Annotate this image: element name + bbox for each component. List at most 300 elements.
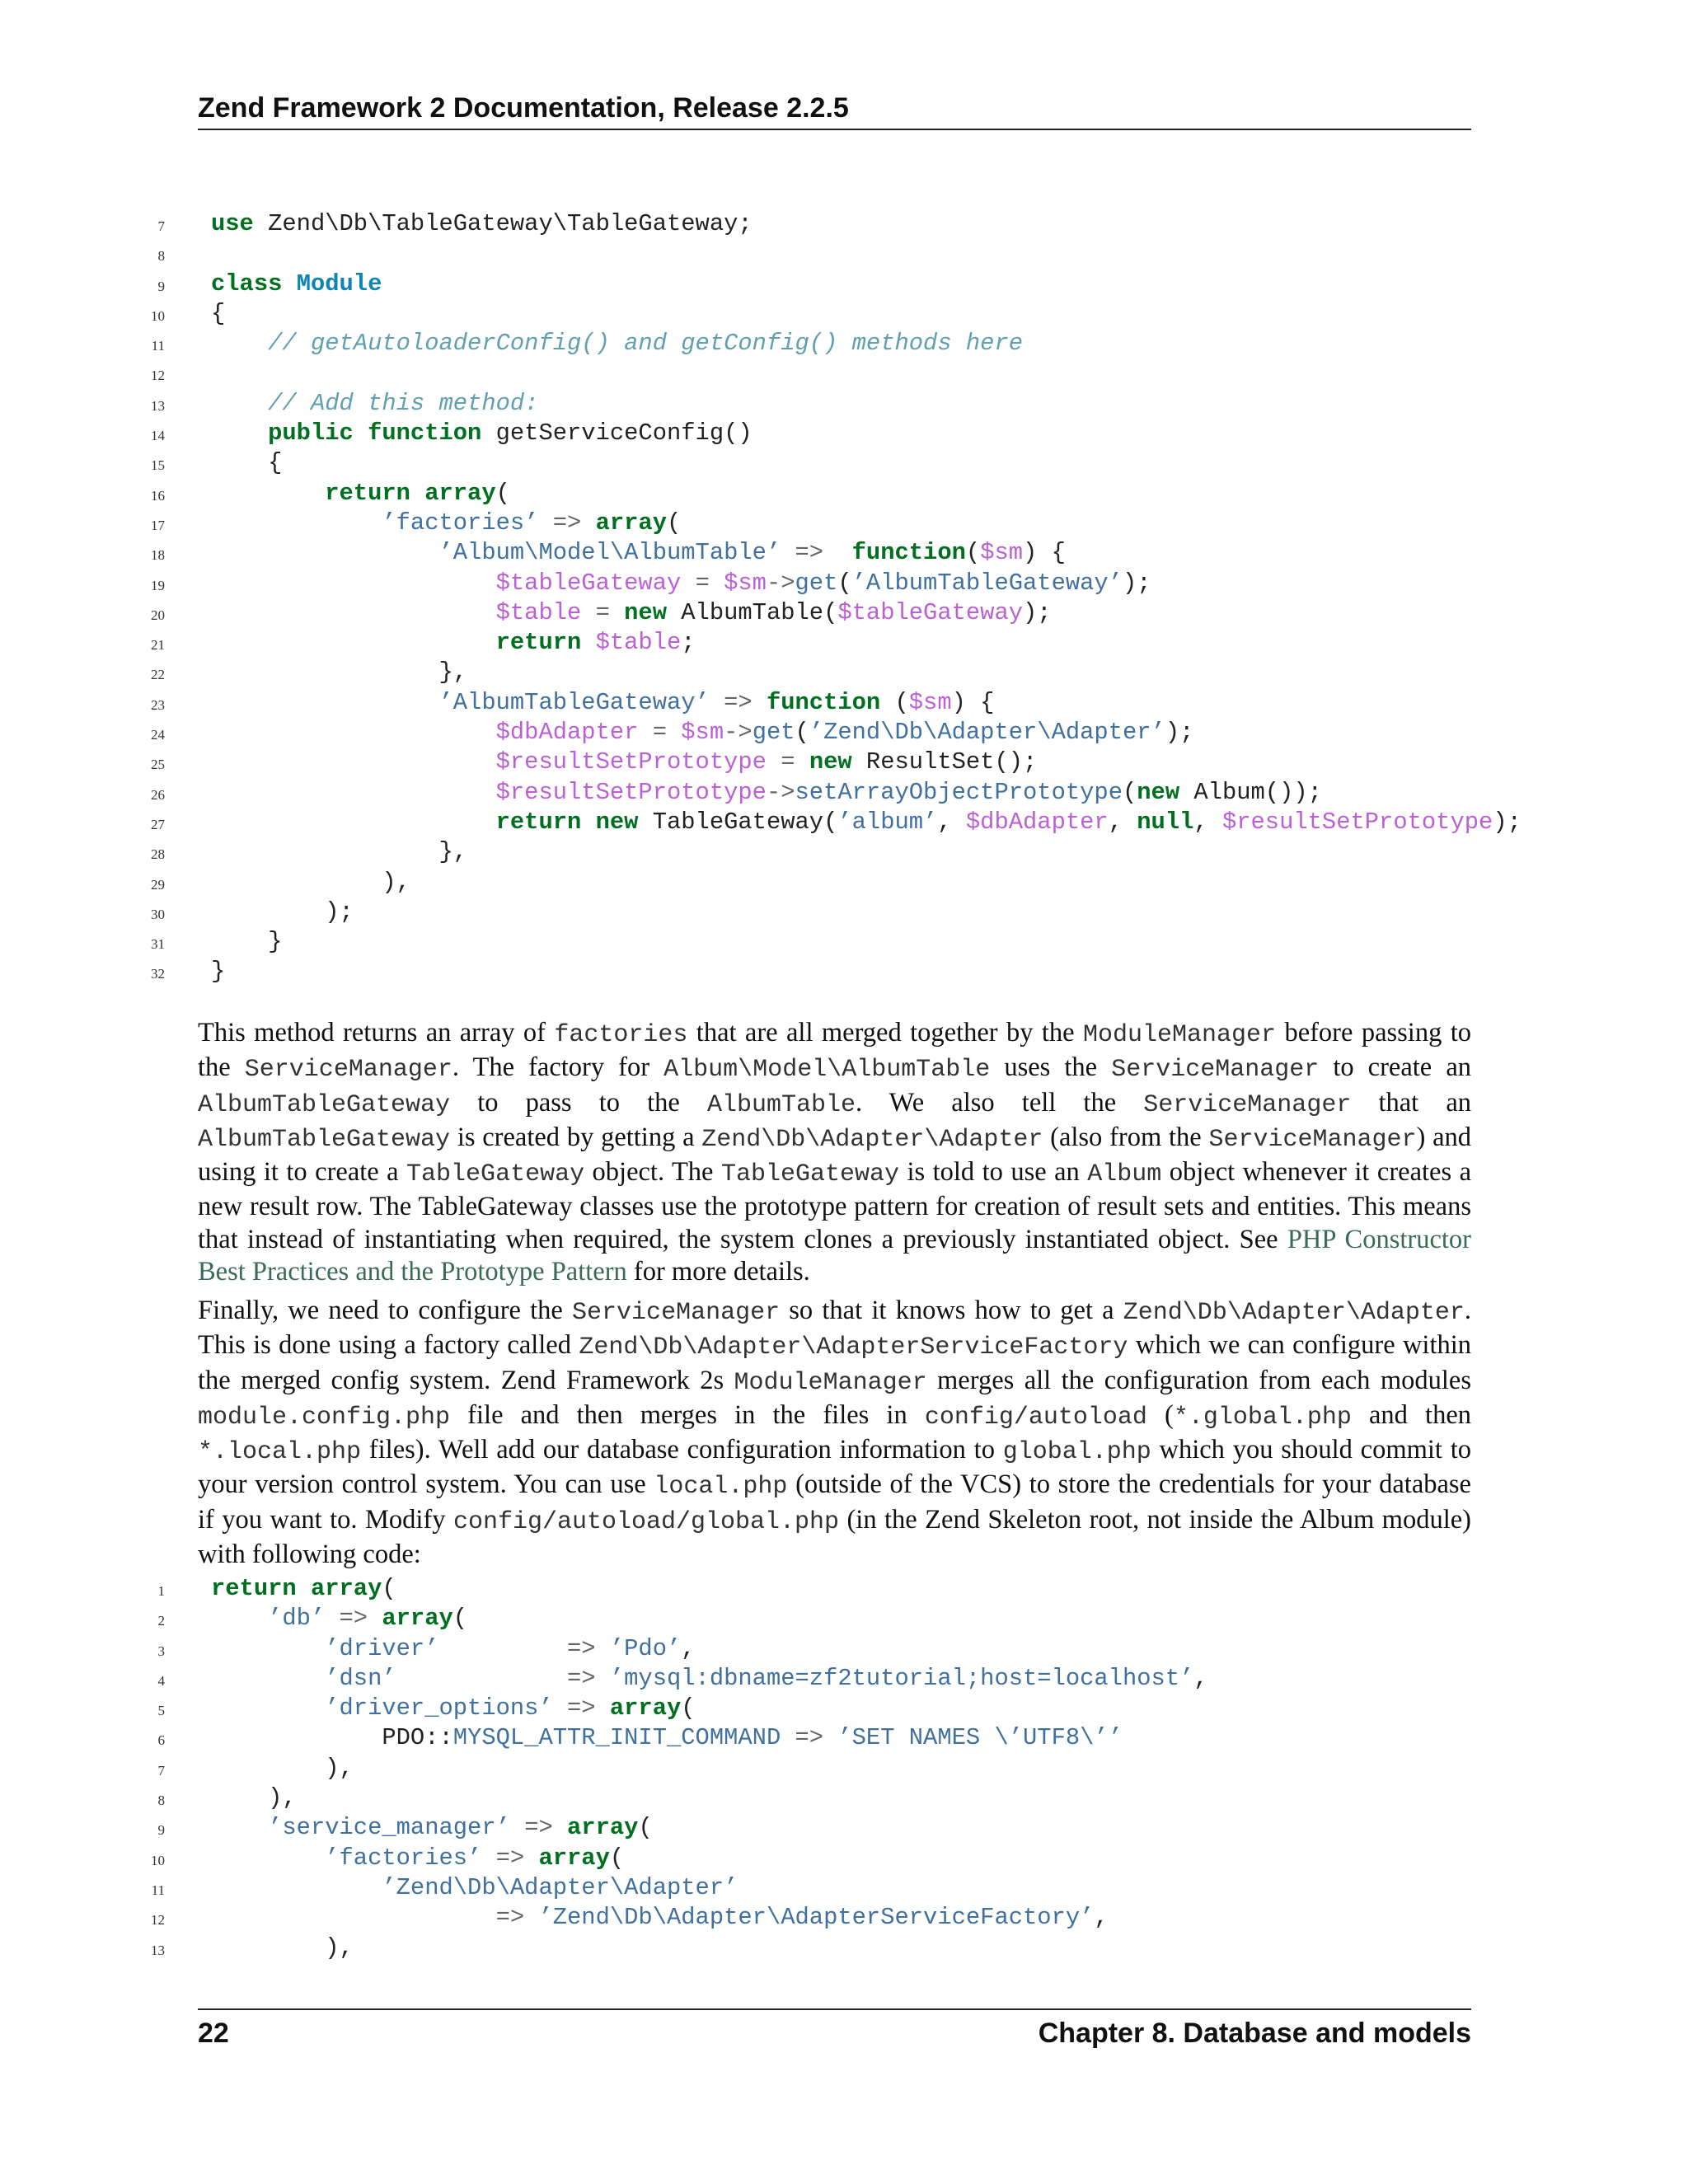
- code-text: [211, 868, 410, 898]
- inline-code: ServiceManager: [572, 1299, 781, 1327]
- paragraph-text: to create an: [1319, 1052, 1471, 1083]
- code-token-text: },: [211, 658, 468, 687]
- code-line: [0, 927, 1688, 957]
- code-token-text: [211, 808, 496, 836]
- code-token-string: ’factories’: [325, 1844, 482, 1872]
- code-line: [0, 1903, 1688, 1933]
- line-number: 14: [151, 428, 165, 444]
- code-line: [0, 1783, 1688, 1813]
- code-line: [0, 718, 1688, 748]
- inline-code: global.php: [1002, 1438, 1151, 1467]
- code-token-text: },: [211, 838, 468, 866]
- line-number: 4: [157, 1672, 165, 1689]
- code-token-keyword: return: [211, 1575, 297, 1602]
- code-token-text: {: [211, 299, 226, 327]
- code-token-text: [753, 689, 767, 716]
- line-number: 15: [151, 457, 165, 474]
- code-token-keyword: new: [809, 748, 852, 776]
- paragraph-text: so that it knows how to get a: [780, 1296, 1123, 1325]
- code-token-text: (: [965, 539, 981, 567]
- code-token-text: );: [1023, 598, 1052, 626]
- code-token-text: (: [795, 719, 809, 747]
- line-number: 32: [151, 966, 165, 982]
- code-token-operator: =: [781, 748, 795, 776]
- code-token-text: [211, 419, 268, 447]
- code-token-operator: =: [695, 569, 710, 597]
- code-token-operator: =>: [567, 1664, 596, 1692]
- code-token-keyword: function: [766, 688, 881, 716]
- paragraph-text: uses the: [990, 1052, 1112, 1083]
- line-number: 25: [151, 757, 165, 773]
- code-token-keyword: public: [268, 419, 354, 448]
- code-token-text: [510, 1814, 524, 1841]
- code-line: [0, 1634, 1688, 1664]
- code-token-keyword: null: [1137, 808, 1194, 836]
- code-token-text: [211, 1844, 325, 1872]
- line-number: 6: [157, 1732, 165, 1749]
- code-token-keyword: return: [325, 479, 410, 507]
- code-token-operator: ->: [766, 778, 795, 806]
- inline-code: AlbumTableGateway: [198, 1090, 451, 1119]
- code-token-string: get: [752, 719, 795, 747]
- line-number: 31: [151, 936, 165, 953]
- inline-code: *.local.php: [198, 1438, 362, 1467]
- code-token-text: (: [382, 1575, 396, 1602]
- inline-code: Album\Model\AlbumTable: [663, 1056, 991, 1085]
- code-token-text: [667, 719, 681, 746]
- page-number: 22: [198, 2018, 229, 2049]
- line-number: 26: [151, 786, 165, 803]
- code-token-text: [610, 599, 624, 626]
- inline-code: *.global.php: [1173, 1403, 1352, 1432]
- code-token-text: }: [211, 928, 283, 956]
- inline-code: ServiceManager: [244, 1056, 452, 1085]
- inline-code: module.config.php: [198, 1403, 451, 1432]
- code-text: [211, 598, 1052, 628]
- code-line: [0, 957, 1688, 987]
- code-token-text: ,: [1193, 1664, 1208, 1692]
- code-token-text: [581, 599, 595, 626]
- code-token-variable: $table: [595, 629, 682, 657]
- code-token-text: [581, 509, 595, 537]
- code-token-text: [297, 1575, 311, 1602]
- paragraph-configure-service-manager: [198, 1295, 1471, 1571]
- code-token-keyword: function: [851, 539, 966, 567]
- code-token-text: [710, 569, 724, 597]
- inline-code: factories: [554, 1021, 688, 1049]
- code-token-text: [710, 689, 724, 716]
- code-token-text: [823, 539, 852, 566]
- code-token-text: [553, 1694, 567, 1722]
- code-block-module-php: [0, 209, 1688, 987]
- code-token-operator: ->: [766, 569, 795, 597]
- line-number: 13: [151, 397, 165, 414]
- code-token-operator: =>: [524, 1814, 553, 1842]
- code-text: [211, 628, 696, 658]
- code-text: [211, 538, 1066, 568]
- code-token-text: ;: [681, 629, 696, 657]
- code-line: [0, 1873, 1688, 1903]
- code-line: [0, 1694, 1688, 1723]
- code-token-text: [596, 1665, 610, 1692]
- code-token-text: [211, 569, 496, 597]
- code-line: [0, 509, 1688, 538]
- code-text: [211, 448, 282, 478]
- code-token-string: MYSQL_ATTR_INIT_COMMAND: [452, 1724, 781, 1752]
- code-token-text: [211, 1605, 268, 1632]
- inline-code: TableGateway: [720, 1160, 899, 1189]
- inline-code: AlbumTableGateway: [198, 1125, 451, 1154]
- line-number: 16: [151, 487, 165, 504]
- code-token-keyword: new: [595, 808, 639, 836]
- code-text: [211, 778, 1322, 808]
- code-token-text: [211, 779, 496, 806]
- code-token-text: ResultSet();: [851, 748, 1038, 776]
- code-text: [211, 898, 354, 927]
- code-token-keyword: new: [1137, 778, 1180, 806]
- code-token-variable: $sm: [980, 539, 1024, 567]
- code-token-text: [211, 509, 382, 537]
- code-text: [211, 389, 538, 419]
- code-text: [211, 569, 1151, 598]
- code-token-text: ,: [1108, 808, 1137, 836]
- line-number: 19: [151, 577, 165, 593]
- paragraph-text: that an: [1351, 1087, 1472, 1118]
- code-token-text: [581, 808, 595, 836]
- code-text: [211, 688, 994, 718]
- code-token-text: (: [880, 688, 909, 716]
- code-token-keyword: return: [495, 629, 582, 657]
- footer-rule: [198, 2008, 1471, 2010]
- paragraph-text: merges all the configuration from each modules: [926, 1365, 1472, 1395]
- code-line: [0, 808, 1688, 837]
- code-token-text: Album());: [1179, 778, 1322, 806]
- code-token-text: ) {: [1023, 539, 1066, 567]
- code-line: [0, 479, 1688, 509]
- code-text: [211, 1754, 354, 1783]
- code-token-variable: $sm: [908, 688, 952, 716]
- paragraph-text: . We also tell the: [856, 1087, 1144, 1118]
- code-line: [0, 1664, 1688, 1694]
- code-line: [0, 448, 1688, 478]
- inline-code: Album: [1087, 1160, 1162, 1189]
- inline-code: local.php: [654, 1473, 788, 1502]
- code-token-text: ),: [211, 1784, 297, 1812]
- code-token-operator: ->: [724, 719, 753, 747]
- line-number: 3: [157, 1643, 165, 1659]
- code-token-string: ’mysql:dbname=zf2tutorial;host=localhost’: [609, 1664, 1194, 1692]
- code-token-string: setArrayObjectPrototype: [795, 778, 1123, 806]
- code-token-operator: =>: [495, 1904, 525, 1932]
- code-text: [211, 479, 510, 509]
- code-token-text: (: [495, 479, 510, 507]
- code-token-keyword: array: [424, 479, 496, 507]
- inline-code: ServiceManager: [1208, 1125, 1417, 1154]
- code-token-operator: =>: [495, 1844, 525, 1872]
- paragraph-text: object. The: [584, 1157, 721, 1188]
- inline-code: TableGateway: [406, 1160, 585, 1189]
- code-token-keyword: use: [211, 210, 254, 237]
- code-token-text: [211, 1694, 325, 1722]
- code-token-text: [211, 599, 496, 626]
- inline-code: AlbumTable: [706, 1090, 856, 1119]
- code-token-text: PDO::: [211, 1724, 453, 1752]
- code-text: [211, 808, 1522, 837]
- code-line: [0, 598, 1688, 628]
- code-token-variable: $tableGateway: [495, 569, 682, 597]
- line-number: 29: [151, 876, 165, 893]
- code-token-text: [524, 1904, 538, 1931]
- code-token-keyword: class: [211, 269, 283, 298]
- code-token-text: [325, 1605, 339, 1632]
- code-text: [211, 419, 753, 448]
- line-number: 23: [151, 696, 165, 713]
- code-line: [0, 778, 1688, 808]
- code-line: [0, 1813, 1688, 1843]
- code-token-text: getServiceConfig(): [481, 419, 753, 448]
- code-token-class-name: Module: [296, 269, 382, 298]
- code-token-keyword: return: [495, 808, 582, 836]
- paragraph-text: (in the Zend Skeleton root, not inside the Album module) with following code:: [198, 1504, 1471, 1570]
- code-token-keyword: array: [609, 1694, 682, 1722]
- code-text: [211, 1574, 396, 1604]
- code-line: [0, 269, 1688, 299]
- code-token-operator: =>: [795, 539, 824, 567]
- code-text: [211, 658, 467, 687]
- inline-code: Zend\Db\Adapter\AdapterServiceFactory: [579, 1333, 1128, 1362]
- code-token-variable: $table: [495, 598, 582, 626]
- code-token-text: [211, 719, 496, 746]
- code-text: [211, 1903, 1109, 1933]
- line-number: 11: [151, 338, 165, 354]
- code-token-text: [538, 509, 552, 537]
- code-line: [0, 748, 1688, 777]
- code-line: [0, 628, 1688, 658]
- code-token-text: [596, 1635, 610, 1662]
- code-token-string: ’SET NAMES \’UTF8\’’: [837, 1724, 1123, 1752]
- code-text: [211, 1933, 354, 1963]
- code-token-text: [439, 1635, 568, 1662]
- code-text: [211, 329, 1023, 359]
- code-text: [211, 509, 681, 538]
- code-token-string: ’db’: [268, 1605, 326, 1633]
- code-text: [211, 1723, 1123, 1753]
- code-token-text: ,: [1094, 1904, 1109, 1932]
- code-token-text: (: [452, 1605, 468, 1633]
- code-token-string: ’Zend\Db\Adapter\Adapter’: [809, 719, 1165, 747]
- code-token-operator: =: [652, 719, 667, 747]
- code-token-text: );: [1165, 719, 1194, 747]
- code-token-text: [211, 748, 496, 776]
- code-token-text: [524, 1844, 538, 1872]
- code-token-variable: $tableGateway: [837, 598, 1024, 626]
- inline-code: config/autoload: [924, 1403, 1147, 1432]
- inline-code: Zend\Db\Adapter\Adapter: [1123, 1299, 1465, 1327]
- code-token-comment: // Add this method:: [211, 389, 539, 417]
- code-text: [211, 957, 225, 987]
- line-number: 11: [151, 1882, 165, 1898]
- paragraph-text: (also from the: [1043, 1122, 1209, 1152]
- code-token-text: [553, 1814, 567, 1841]
- code-token-text: (: [681, 1694, 696, 1722]
- code-token-text: [211, 1874, 382, 1901]
- line-number: 28: [151, 846, 165, 863]
- code-line: [0, 1574, 1688, 1604]
- line-number: 8: [157, 1793, 165, 1809]
- code-token-text: AlbumTable(: [667, 598, 838, 626]
- code-line: [0, 329, 1688, 359]
- code-line: [0, 1604, 1688, 1633]
- code-token-text: [581, 629, 595, 656]
- line-number: 13: [151, 1942, 165, 1958]
- paragraph-text: ) and using it to create a: [198, 1122, 1472, 1188]
- code-text: [211, 1873, 738, 1903]
- inline-code: ModuleManager: [1083, 1021, 1277, 1049]
- code-token-text: [211, 629, 496, 656]
- code-text: [211, 1664, 1208, 1694]
- code-token-text: [781, 1724, 795, 1751]
- code-token-text: (: [1123, 778, 1137, 806]
- code-token-operator: =>: [567, 1694, 596, 1722]
- code-token-text: }: [211, 958, 226, 986]
- line-number: 30: [151, 906, 165, 922]
- code-token-text: (: [667, 509, 682, 537]
- inline-code: ServiceManager: [1111, 1056, 1320, 1085]
- code-line: [0, 688, 1688, 718]
- code-token-text: [767, 748, 781, 776]
- line-number: 10: [151, 307, 165, 324]
- paragraph-text: to pass to the: [450, 1087, 707, 1118]
- code-token-text: (: [609, 1844, 625, 1872]
- code-token-text: ),: [211, 1754, 354, 1782]
- code-line: [0, 1844, 1688, 1873]
- code-text: [211, 269, 382, 299]
- paragraph-text: . This is done using a factory called: [198, 1296, 1471, 1361]
- code-token-text: ,: [1193, 808, 1222, 836]
- code-token-text: ),: [211, 868, 410, 896]
- code-text: [211, 1634, 696, 1664]
- code-token-text: [481, 1844, 495, 1872]
- line-number: 27: [151, 816, 165, 832]
- code-token-operator: =>: [795, 1724, 824, 1752]
- paragraph-text: that are all merged together by the: [687, 1018, 1083, 1047]
- line-number: 9: [157, 1822, 165, 1839]
- code-token-string: ’factories’: [382, 509, 539, 537]
- code-token-string: ’album’: [837, 808, 938, 836]
- code-text: [211, 299, 225, 329]
- code-token-text: Zend\Db\TableGateway\TableGateway;: [253, 210, 753, 237]
- line-number: 21: [151, 637, 165, 654]
- code-token-operator: =>: [552, 509, 582, 537]
- line-number: 1: [157, 1583, 165, 1599]
- code-token-text: [596, 1694, 610, 1722]
- inline-code: ModuleManager: [734, 1368, 927, 1397]
- paragraph-text: (: [1146, 1399, 1174, 1430]
- line-number: 8: [157, 248, 165, 265]
- code-token-text: [368, 1605, 382, 1632]
- running-header: Zend Framework 2 Documentation, Release 2.2.5: [198, 92, 849, 124]
- paragraph-text: before passing to the: [198, 1018, 1471, 1083]
- code-token-variable: $sm: [724, 569, 767, 597]
- code-text: [211, 1844, 624, 1873]
- code-token-keyword: array: [310, 1575, 382, 1602]
- code-line: [0, 569, 1688, 598]
- code-token-text: [282, 270, 296, 298]
- code-token-string: ’dsn’: [325, 1664, 396, 1692]
- code-line: [0, 299, 1688, 329]
- code-line: [0, 868, 1688, 898]
- line-number: 7: [157, 1762, 165, 1779]
- line-number: 7: [157, 218, 165, 234]
- code-token-text: ,: [937, 808, 966, 836]
- code-token-text: [823, 1724, 837, 1751]
- code-line: [0, 419, 1688, 448]
- code-text: [211, 837, 467, 867]
- line-number: 18: [151, 547, 165, 564]
- reference-link[interactable]: PHP Constructor Best Practices and the Prototype Pattern: [198, 1224, 1471, 1287]
- line-number: 12: [151, 368, 165, 384]
- inline-code: Zend\Db\Adapter\Adapter: [701, 1125, 1043, 1154]
- paragraph-text: files). Well add our database configuration information to: [361, 1435, 1003, 1465]
- code-token-operator: =>: [567, 1634, 596, 1662]
- code-token-text: [211, 689, 439, 716]
- paragraph-text: . The factory for: [452, 1052, 664, 1083]
- code-token-string: ’service_manager’: [268, 1814, 510, 1842]
- line-number: 5: [157, 1703, 165, 1719]
- code-token-text: [211, 539, 439, 566]
- code-token-text: [781, 539, 795, 566]
- code-token-keyword: new: [624, 598, 667, 626]
- code-token-comment: // getAutoloaderConfig() and getConfig() methods here: [211, 330, 1024, 358]
- code-token-variable: $dbAdapter: [965, 808, 1109, 836]
- code-token-text: );: [211, 898, 354, 926]
- paragraph-text: for more details.: [626, 1257, 810, 1287]
- code-token-keyword: array: [567, 1814, 639, 1842]
- code-token-operator: =>: [724, 688, 753, 716]
- code-block-global-php: [0, 1574, 1688, 1963]
- code-text: [211, 1783, 297, 1813]
- code-token-keyword: array: [538, 1844, 610, 1872]
- code-token-keyword: array: [382, 1605, 453, 1633]
- code-token-string: ’Zend\Db\Adapter\AdapterServiceFactory’: [538, 1904, 1095, 1932]
- paragraph-text: This method returns an array of: [198, 1018, 555, 1047]
- code-token-variable: $dbAdapter: [495, 719, 639, 747]
- paragraph-text: is created by getting a: [450, 1122, 702, 1152]
- code-token-text: ,: [681, 1634, 696, 1662]
- code-token-string: ’AlbumTableGateway’: [851, 569, 1123, 597]
- code-token-text: ) {: [951, 688, 995, 716]
- code-token-variable: $resultSetPrototype: [495, 778, 767, 806]
- code-token-keyword: array: [595, 509, 667, 537]
- code-line: [0, 837, 1688, 867]
- line-number: 17: [151, 517, 165, 533]
- code-token-text: {: [211, 449, 283, 477]
- code-token-string: ’Pdo’: [609, 1634, 682, 1662]
- paragraph-text: which you should commit to your version control system. You can use: [198, 1435, 1471, 1500]
- paragraph-text: Finally, we need to configure the: [198, 1296, 573, 1325]
- paragraph-text: which we can configure within the merged config system. Zend Framework 2s: [198, 1330, 1472, 1395]
- code-token-variable: $resultSetPrototype: [495, 748, 767, 776]
- code-token-text: [354, 419, 368, 447]
- code-token-string: ’AlbumTableGateway’: [438, 688, 710, 716]
- paragraph-text: and then: [1351, 1399, 1471, 1430]
- code-token-text: [211, 480, 325, 507]
- code-line: [0, 1723, 1688, 1753]
- line-number: 12: [151, 1912, 165, 1929]
- code-token-text: TableGateway(: [638, 808, 838, 836]
- code-token-text: (: [638, 1814, 653, 1842]
- code-line: [0, 1933, 1688, 1963]
